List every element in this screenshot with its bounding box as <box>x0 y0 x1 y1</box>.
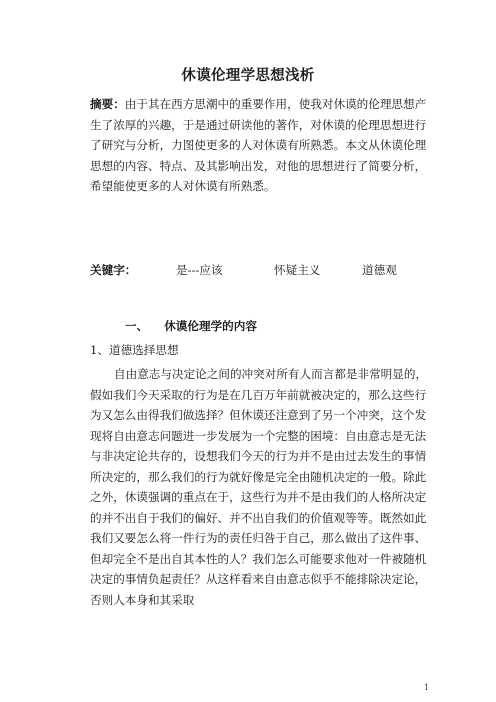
abstract-label: 摘要： <box>90 97 125 111</box>
subsection-heading: 1、道德选择思想 <box>90 343 179 357</box>
abstract-text: 由于其在西方思潮中的重要作用，使我对休谟的伦理思想产生了浓厚的兴趣，于是通过研读他的著作，对休谟的伦理思想进行了研究与分析，力图使更多的人对休谟有所熟悉。本文从休谟伦理思想的内容、特点、及其影响出发，对他的思想进行了简要分析，希望能使更多的人对休谟有所熟悉。 <box>90 97 427 193</box>
section-title: 休谟伦理学的内容 <box>164 319 257 333</box>
document-title: 休谟伦理学思想浅析 <box>181 68 315 84</box>
keyword-item: 道德观 <box>362 263 397 277</box>
section-number: 一、 <box>125 319 149 333</box>
keyword-item: 是---应该 <box>176 263 223 277</box>
keyword-item: 怀疑主义 <box>274 263 321 277</box>
keywords-label: 关键字： <box>90 263 137 277</box>
keywords-line <box>90 262 430 282</box>
page-number: 1 <box>424 683 430 692</box>
section-heading <box>125 318 257 334</box>
body-paragraph: 自由意志与决定论之间的冲突对所有人而言都是非常明显的，假如我们今天采取的行为是在几百万年前就被决定的，那么这些行为又怎么由得我们做选择？但休谟还注意到了另一个冲突，这个发现将自由意志问题进一步发展为一个完整的困境：自由意志是无法与非决定论共存的，设想我们今天的行为并不是由过去发生的事情所决定的，那么我们的行为就好像是完全由随机决定的一般。除此之外，休谟强调的重点在于，这些行为并不是由我们的人格所决定的并不出自于我们的偏好、并不出自我们的价值观等等。既然如此我们又要怎么将一件行为的责任归咎于自己，那么做出了这件事、但却完全不是出自其本性的人？我们怎么可能要求他对一件被随机决定的事情负起责任？从这样看来自由意志似乎不能排除决定论，否则人本身和其采取 <box>90 367 428 607</box>
abstract-paragraph <box>90 94 430 197</box>
